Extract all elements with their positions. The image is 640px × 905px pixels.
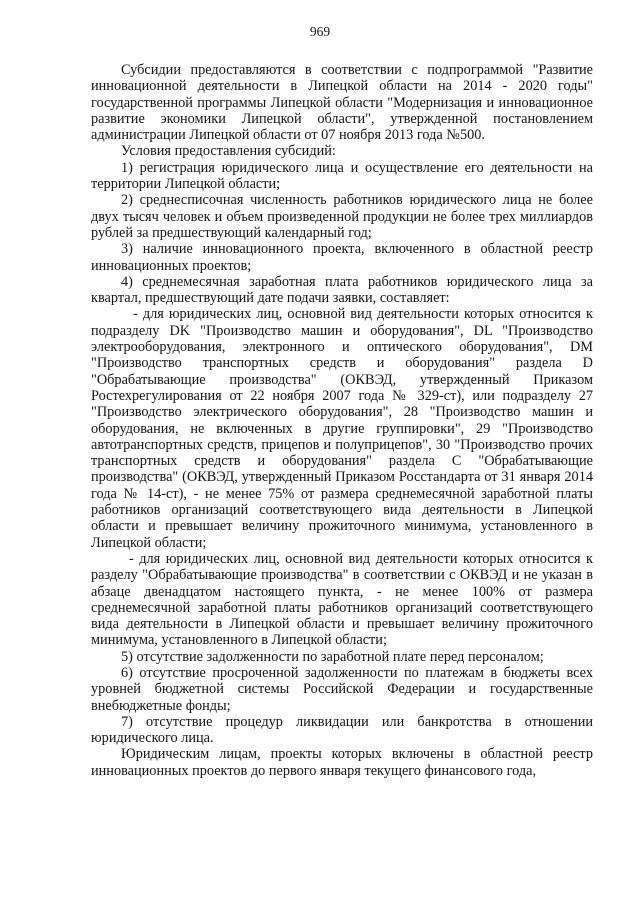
paragraph-condition-4-subitem-2: - для юридических лиц, основной вид деятельности которых относится к разделу "Обрабатывающие производства" в соответствии с ОКВЭД и не указан в абзаце двенадцатом настоящего пункта, - не менее 100% от размера среднемесячной заработной платы работников организаций соответствующего вида деятельности в Липецкой области и превышает величину прожиточного минимума, установленного в Липецкой области;: [91, 550, 593, 649]
paragraph-condition-3: 3) наличие инновационного проекта, включенного в областной реестр инновационных проектов;: [91, 241, 593, 274]
paragraph-condition-6: 6) отсутствие просроченной задолженности по платежам в бюджеты всех уровней бюджетной системы Российской Федерации и государственные внебюджетные фонды;: [91, 664, 593, 714]
page-number: 969: [309, 24, 331, 39]
document-body: [91, 62, 593, 779]
paragraph-condition-5: 5) отсутствие задолженности по заработной плате перед персоналом;: [121, 648, 544, 665]
paragraph-condition-2: 2) среднесписочная численность работников юридического лица не более двух тысяч человек и объем произведенной продукции не более трех миллиардов рублей за предшествующий календарный год;: [91, 192, 593, 241]
paragraph-condition-4: 4) среднемесячная заработная плата работников юридического лица за квартал, предшествующий дате подачи заявки, составляет:: [91, 273, 593, 307]
paragraph-subsidy-basis: Субсидии предоставляются в соответствии с подпрограммой "Развитие инновационной деятельности в Липецкой области на 2014 - 2020 годы" государственной программы Липецкой области "Модернизация и инновационное развитие экономики Липецкой области", утвержденной постановлением администрации Липецкой области от 07 ноября 2013 года №500.: [91, 62, 593, 144]
paragraph-registry-projects: Юридическим лицам, проекты которых включены в областной реестр инновационных проектов до первого января текущего финансового года,: [91, 746, 593, 779]
paragraph-condition-4-subitem-1: - для юридических лиц, основной вид деятельности которых относится к подразделу DK "Производство машин и оборудования", DL "Производство электрооборудования, электронного и оптического оборудования", DM "Производство транспортных средств и оборудования" раздела D "Обрабатывающие производства" (ОКВЭД, утвержденный Приказом Ростехрегулирования от 22 ноября 2007 года № 329-ст), или подразделу 27 "Производство электрического оборудования", 28 "Производство машин и оборудования, не включенных в другие группировки", 29 "Производство автотранспортных средств, прицепов и полуприцепов", 30 "Производство прочих транспортных средств и оборудования" раздела C "Обрабатывающие производства" (ОКВЭД, утвержденный Приказом Росстандарта от 31 января 2014 года № 14-ст), - не менее 75% от размера среднемесячной заработной платы работников организаций соответствующего вида деятельности в Липецкой области и превышает величину прожиточного минимума, установленного в Липецкой области;: [91, 306, 593, 551]
paragraph-conditions-heading: Условия предоставления субсидий:: [121, 143, 336, 160]
paragraph-condition-1: 1) регистрация юридического лица и осуществление его деятельности на территории Липецкой области;: [91, 159, 593, 193]
paragraph-condition-7: 7) отсутствие процедур ликвидации или банкротства в отношении юридического лица.: [91, 713, 593, 747]
